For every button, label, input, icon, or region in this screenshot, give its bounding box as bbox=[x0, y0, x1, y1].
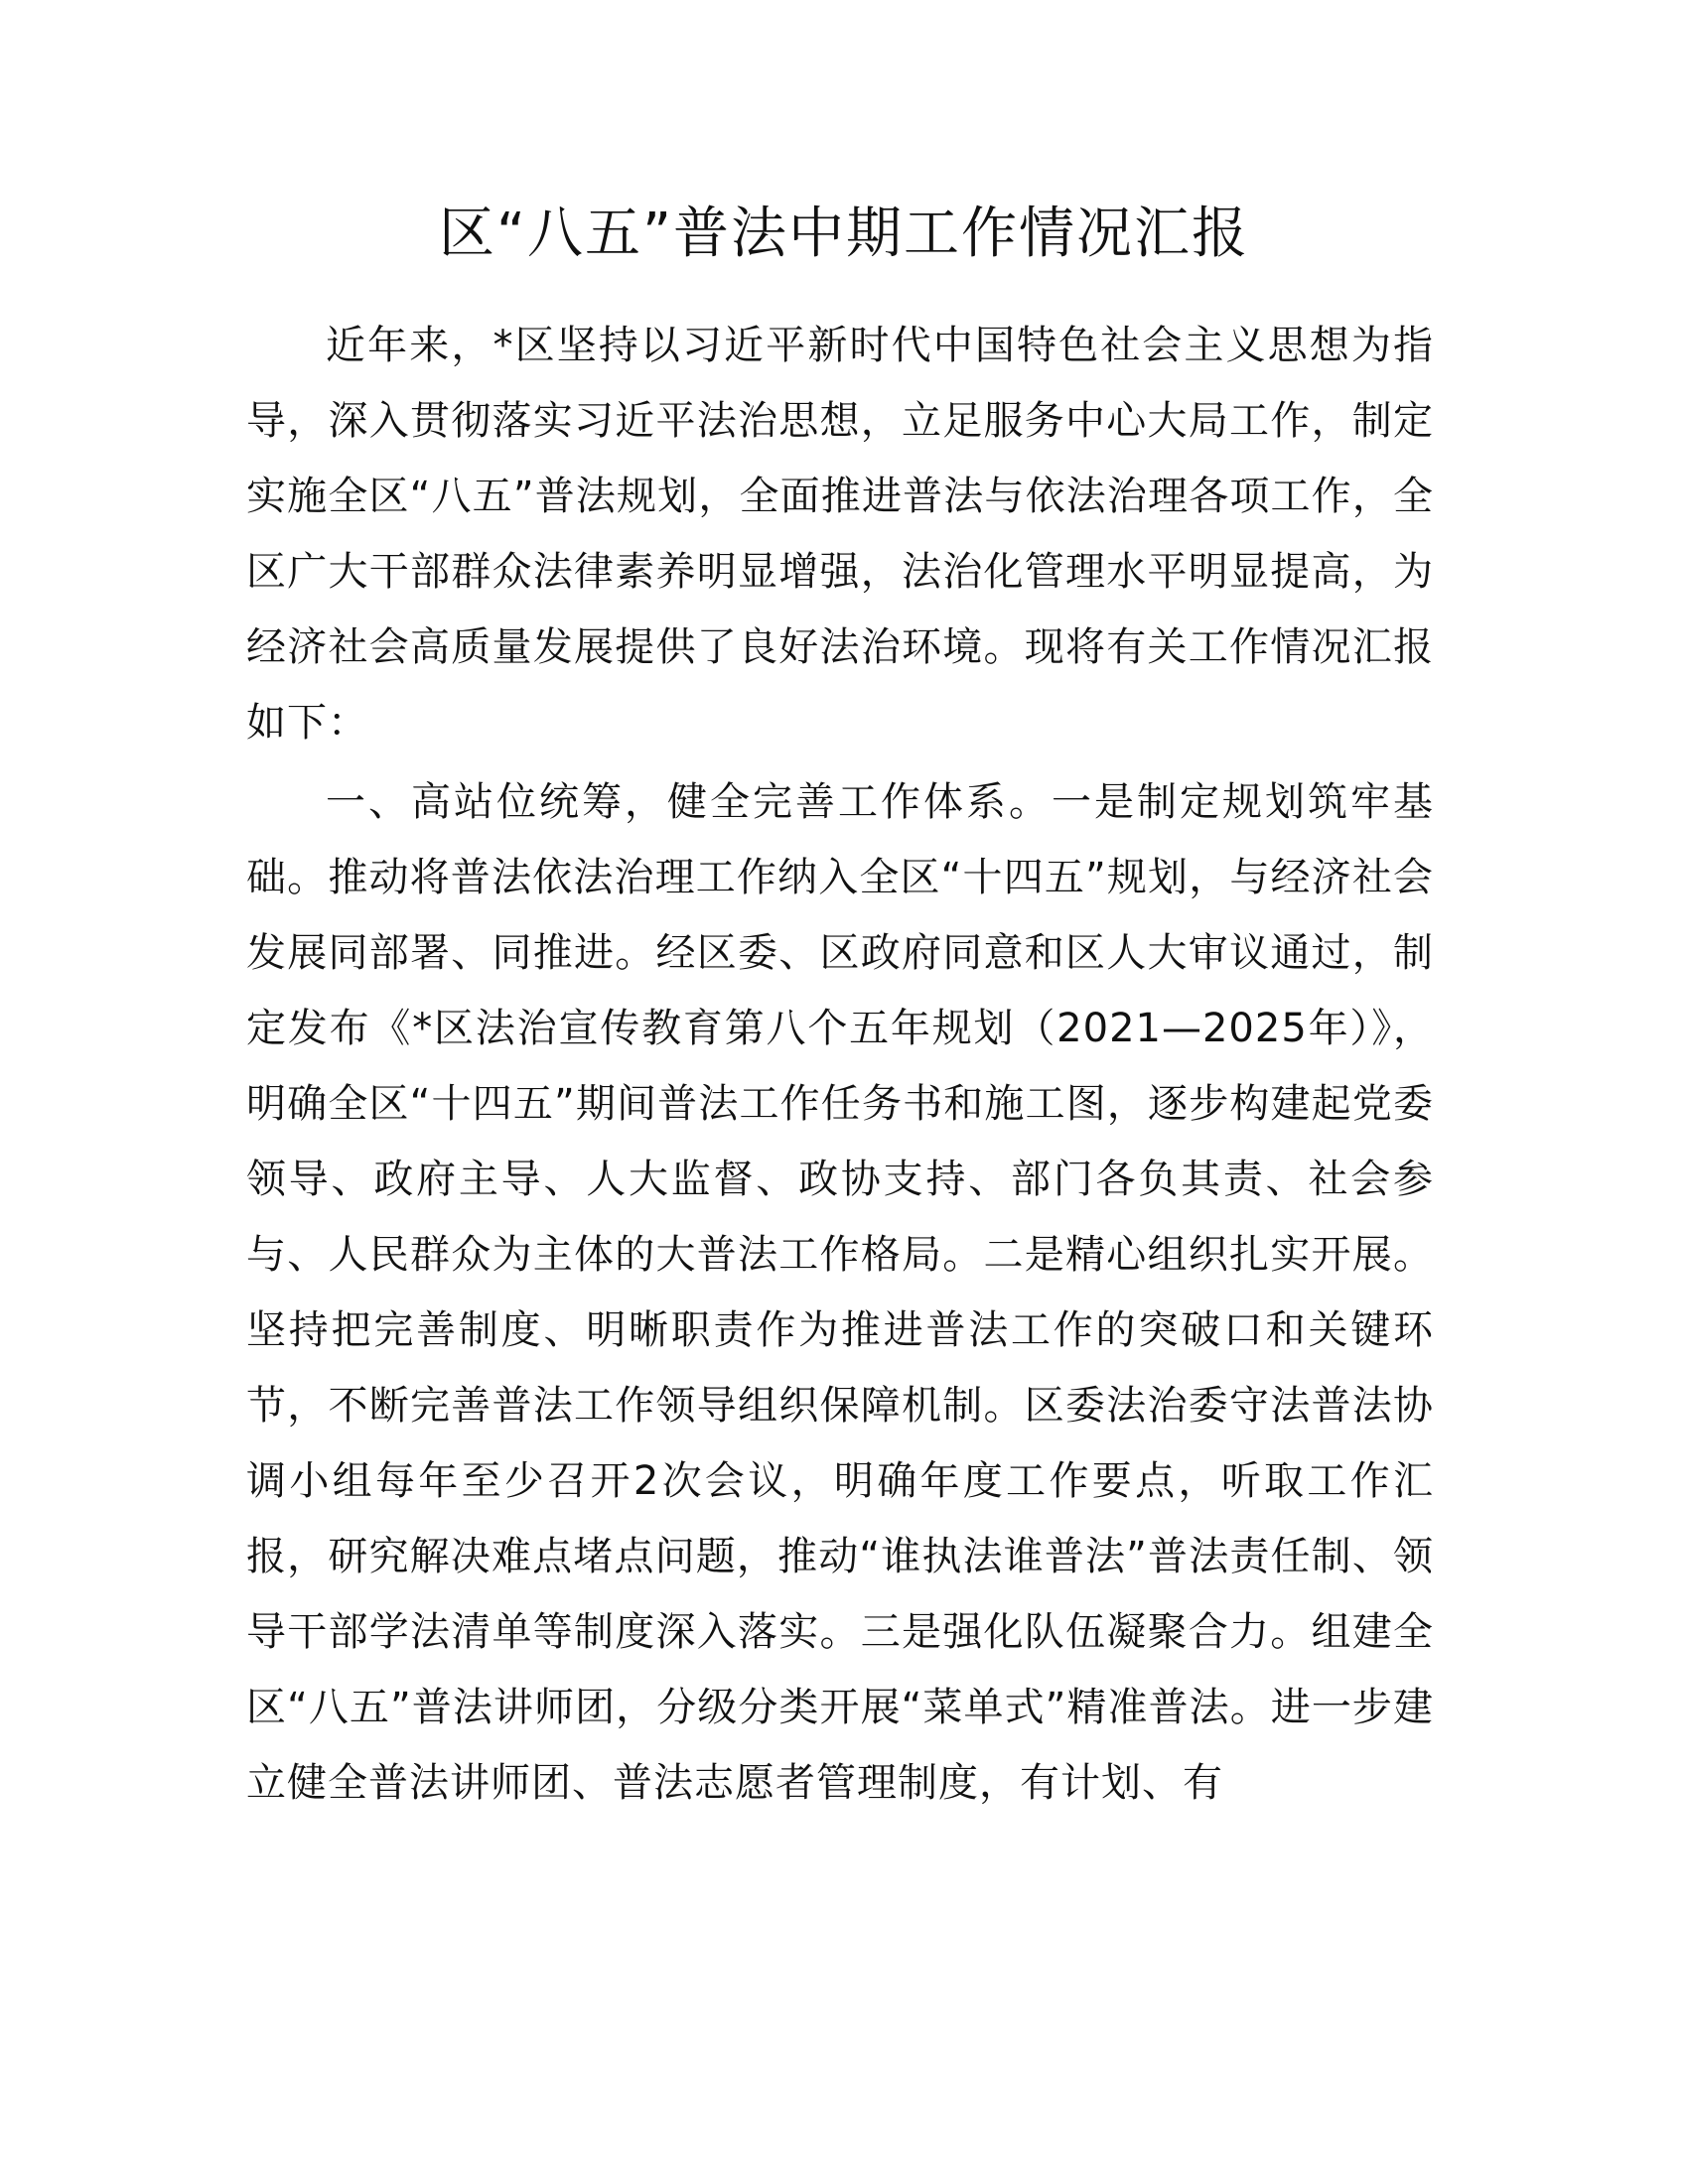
section-one-paragraph: 一、高站位统筹，健全完善工作体系。一是制定规划筑牢基础。推动将普法依法治理工作纳入全区“十四五”规划，与经济社会发展同部署、同推进。经区委、区政府同意和区人大审议通过，制定发布《*区法治宣传教育第八个五年规划（2021—2025年）》，明确全区“十四五”期间普法工作任务书和施工图，逐步构建起党委领导、政府主导、人大监督、政协支持、部门各负其责、社会参与、人民群众为主体的大普法工作格局。二是精心组织扎实开展。坚持把完善制度、明晰职责作为推进普法工作的突破口和关键环节，不断完善普法工作领导组织保障机制。区委法治委守法普法协调小组每年至少召开2次会议，明确年度工作要点，听取工作汇报，研究解决难点堵点问题，推动“谁执法谁普法”普法责任制、领导干部学法清单等制度深入落实。三是强化队伍凝聚合力。组建全区“八五”普法讲师团，分级分类开展“菜单式”精准普法。进一步建立健全普法讲师团、普法志愿者管理制度，有计划、有 bbox=[246, 779, 1434, 1806]
document-title: 区“八五”普法中期工作情况汇报 bbox=[438, 202, 1250, 266]
intro-paragraph: 近年来，*区坚持以习近平新时代中国特色社会主义思想为指导，深入贯彻落实习近平法治思想，立足服务中心大局工作，制定实施全区“八五”普法规划，全面推进普法与依法治理各项工作，全区广大干部群众法律素养明显增强，法治化管理水平明显提高，为经济社会高质量发展提供了良好法治环境。现将有关工作情况汇报如下： bbox=[246, 323, 1434, 746]
document-body bbox=[246, 308, 1434, 1821]
